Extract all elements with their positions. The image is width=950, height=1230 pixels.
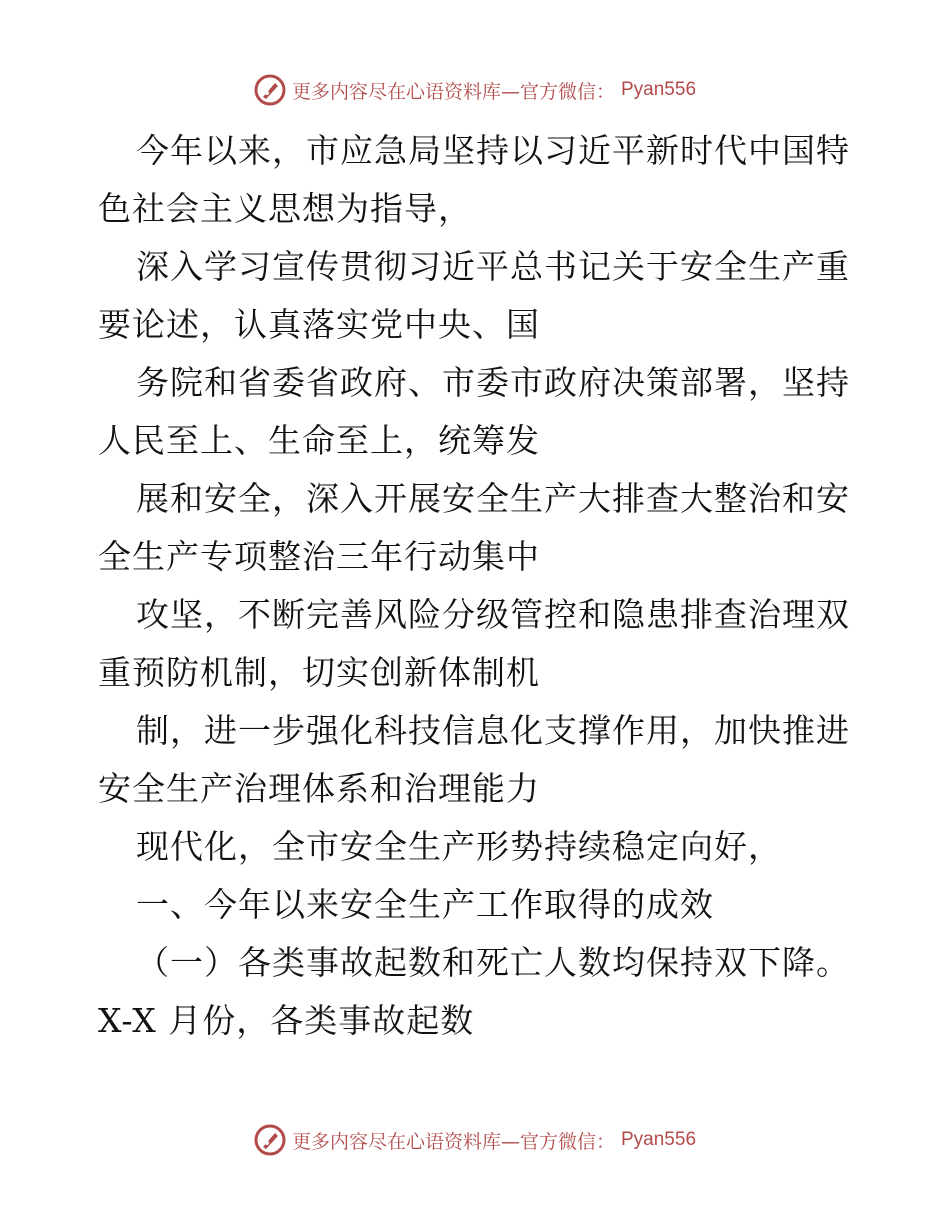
body-line: 重预防机制，切实创新体制机 [98, 653, 540, 692]
footer-banner [0, 1124, 950, 1156]
pen-nib-circle-icon [254, 74, 286, 106]
body-line: 深入学习宣传贯彻习近平总书记关于安全生产重 [136, 247, 850, 286]
document-body [98, 122, 858, 1050]
body-line: 全生产专项整治三年行动集中 [98, 537, 540, 576]
body-line: 今年以来，市应急局坚持以习近平新时代中国特 [136, 131, 850, 170]
body-line: 攻坚，不断完善风险分级管控和隐患排查治理双 [136, 595, 850, 634]
section-heading: 一、今年以来安全生产工作取得的成效 [136, 885, 714, 924]
body-line: 务院和省委省政府、市委市政府决策部署，坚持 [136, 363, 850, 402]
footer-banner-text: 更多内容尽在心语资料库—官方微信： [291, 1130, 615, 1153]
body-line: X-X 月份，各类事故起数 [98, 1001, 475, 1040]
subsection-heading: （一）各类事故起数和死亡人数均保持双下降。 [136, 943, 850, 982]
body-line: 人民至上、生命至上，统筹发 [98, 421, 540, 460]
body-line: 色社会主义思想为指导， [98, 189, 472, 228]
header-banner [0, 74, 950, 106]
header-banner-text: 更多内容尽在心语资料库—官方微信： [291, 80, 615, 103]
body-line: 制，进一步强化科技信息化支撑作用，加快推进 [136, 711, 850, 750]
body-line: 安全生产治理体系和治理能力 [98, 769, 540, 808]
pen-nib-circle-icon [254, 1124, 286, 1156]
header-banner-wechat-id: Pyan556 [621, 79, 697, 100]
body-line: 要论述，认真落实党中央、国 [98, 305, 540, 344]
body-line: 现代化，全市安全生产形势持续稳定向好， [136, 827, 782, 866]
body-line: 展和安全，深入开展安全生产大排查大整治和安 [136, 479, 850, 518]
footer-banner-wechat-id: Pyan556 [621, 1129, 697, 1150]
